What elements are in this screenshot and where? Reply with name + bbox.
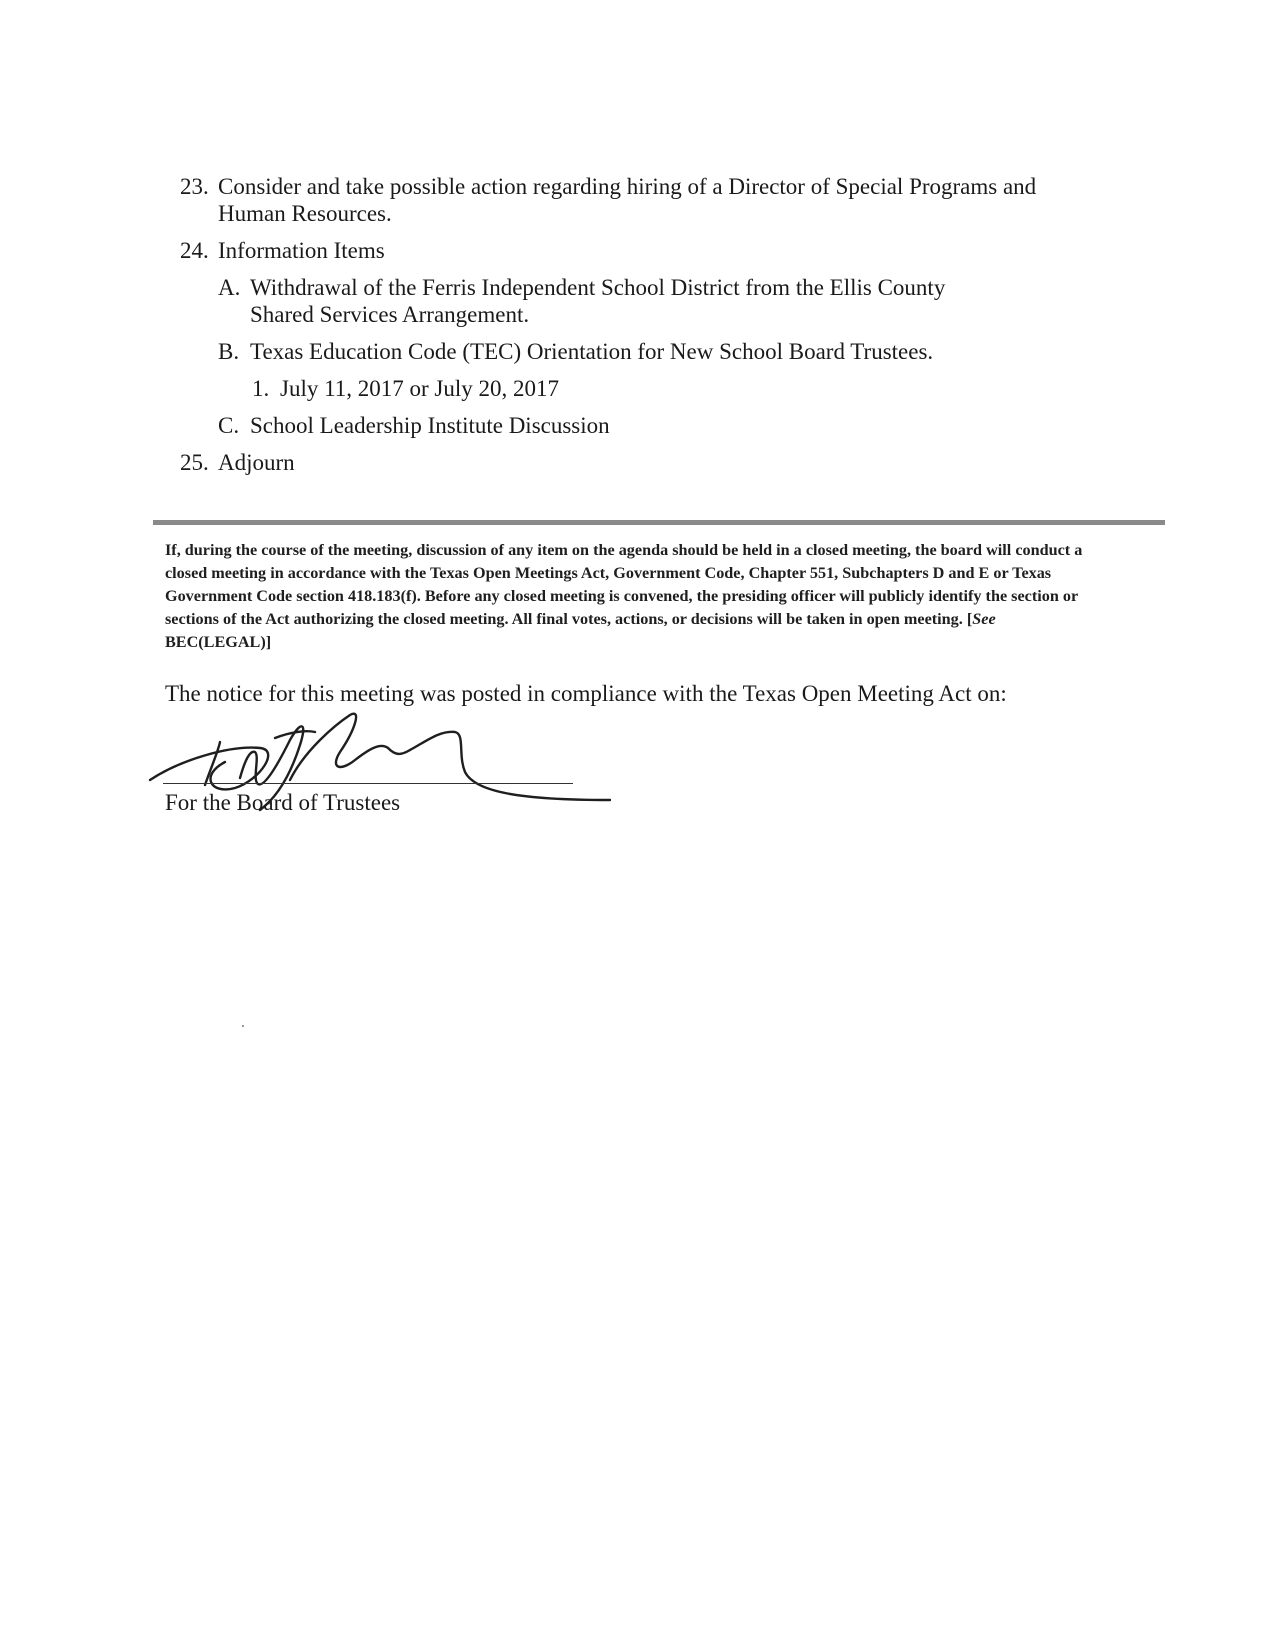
agenda-item-24 (180, 237, 1080, 264)
subitem-letter: C. (218, 413, 240, 438)
scan-speck (242, 1025, 244, 1027)
agenda-subitem-c (218, 412, 1080, 439)
subitem-number: 1. (252, 376, 270, 401)
item-text: Consider and take possible action regarding hiring of a Director of Special Programs and Human Resources. (218, 174, 1037, 226)
item-number: 25. (180, 450, 209, 475)
item-number: 23. (180, 174, 209, 199)
legal-citation: BEC(LEGAL)] (165, 633, 272, 651)
agenda-subitem-a (218, 274, 1080, 328)
signature-label: For the Board of Trustees (165, 790, 401, 815)
subitem-letter: A. (218, 275, 241, 300)
section-divider (153, 520, 1165, 525)
posting-notice: The notice for this meeting was posted in compliance with the Texas Open Meeting Act on: (165, 681, 1007, 706)
subitem-letter: B. (218, 339, 240, 364)
subitem-text: Withdrawal of the Ferris Independent School District from the Ellis County Shared Services Arrangement. (250, 275, 946, 327)
subitem-text: July 11, 2017 or July 20, 2017 (280, 376, 559, 401)
item-text: Information Items (218, 238, 385, 263)
closed-meeting-notice (165, 539, 1105, 654)
agenda-subitem-b-1 (252, 375, 1080, 402)
subitem-text: School Leadership Institute Discussion (250, 413, 610, 438)
legal-text: If, during the course of the meeting, discussion of any item on the agenda should be held in a closed meeting, the board will conduct a closed meeting in accordance with the Texas Open Meetings Act, Government Code, Chapter 551, Subchapters D and E or Texas Government Code section 418.183(f). Before any closed meeting is convened, the presiding officer will publicly identify the section or sections of the Act authorizing the closed meeting. All final votes, actions, or decisions will be taken in open meeting. [ (165, 541, 1083, 628)
agenda-list (180, 173, 1080, 486)
legal-see-italic: See (972, 610, 996, 628)
item-number: 24. (180, 238, 209, 263)
signature-line (163, 783, 573, 784)
subitem-text: Texas Education Code (TEC) Orientation for New School Board Trustees. (250, 339, 934, 364)
item-text: Adjourn (218, 450, 295, 475)
agenda-item-23 (180, 173, 1080, 227)
agenda-item-25 (180, 449, 1080, 476)
agenda-subitem-b (218, 338, 1080, 365)
